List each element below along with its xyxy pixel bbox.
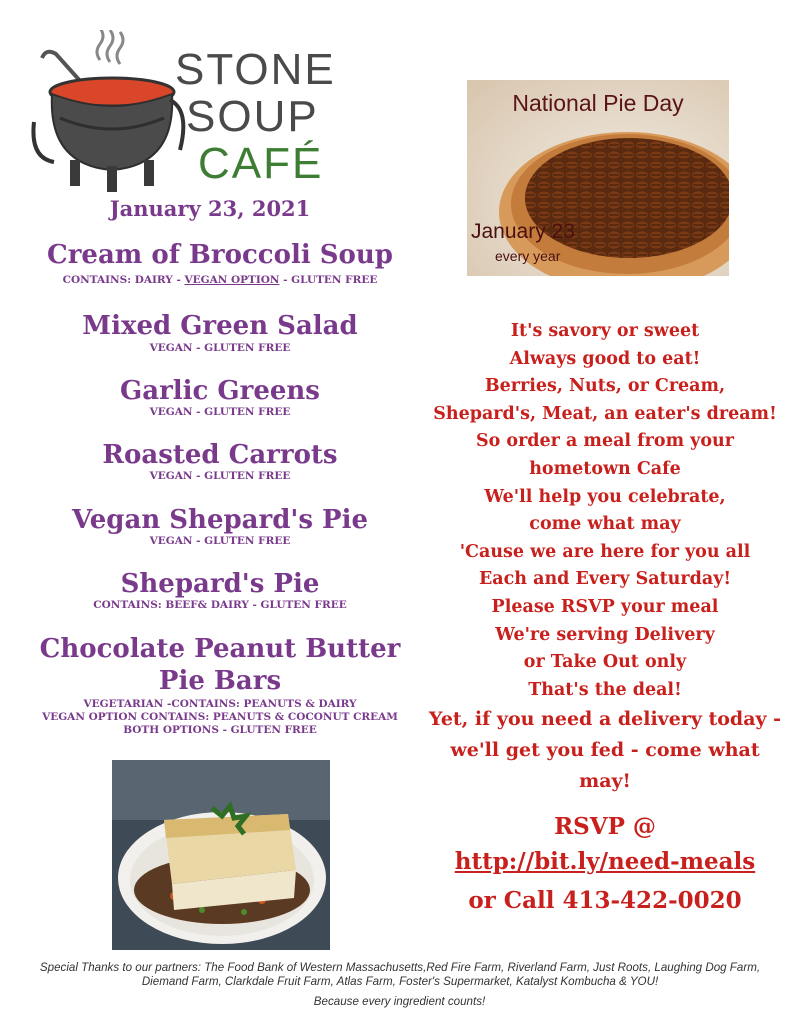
pie-day-title: National Pie Day [512, 90, 684, 116]
rsvp-phone: or Call 413-422-0020 [468, 887, 742, 914]
poem-line: 'Cause we are here for you all [459, 541, 751, 562]
shepherds-pie-photo [112, 760, 330, 950]
poem-line: hometown Cafe [529, 458, 681, 479]
poem-line: It's savory or sweet [510, 321, 700, 341]
poem-line: So order a meal from your [476, 431, 734, 452]
dish-notes: VEGETARIAN -CONTAINS: PEANUTS & DAIRY [83, 698, 357, 710]
dish-notes-part: - GLUTEN FREE [279, 274, 378, 286]
footer-tagline: Because every ingredient counts! [313, 995, 486, 1008]
dish-title: Vegan Shepard's Pie [71, 505, 369, 535]
dish-title: Chocolate Peanut Butter [39, 634, 401, 664]
dish-notes: CONTAINS: BEEF& DAIRY - GLUTEN FREE [93, 599, 347, 611]
rsvp-label: RSVP @ [554, 813, 656, 840]
vegan-option-text: VEGAN OPTION [184, 274, 280, 286]
dish-title: Garlic Greens [120, 376, 320, 406]
logo-cafe: CAFÉ [198, 139, 324, 188]
partners-thanks: Special Thanks to our partners: The Food Bank of Western Massachusetts,Red Fire Farm, Riverland Farm, Just Roots, Laughing Dog Farm, Diemand Farm, Clarkdale Fruit Farm, Atlas Farm, Foster's Supermarket, Katalyst Kombucha & YOU! [39, 961, 761, 988]
poem-line: We'll help you celebrate, [484, 486, 726, 507]
dish-notes: VEGAN OPTION CONTAINS: PEANUTS & COCONUT CREAM [42, 711, 398, 723]
pie-day-card [467, 80, 729, 276]
logo-soup: SOUP [186, 92, 319, 141]
soup-pot-icon [30, 30, 190, 195]
dish-notes-part: CONTAINS: DAIRY - [62, 274, 185, 286]
rsvp-link[interactable]: http://bit.ly/need-meals [454, 848, 756, 875]
dish-notes: VEGAN - GLUTEN FREE [149, 535, 291, 547]
dish-title: Shepard's Pie [120, 569, 320, 599]
dish-title: Pie Bars [158, 666, 282, 696]
menu-date: January 23, 2021 [109, 196, 311, 221]
poem-line: Yet, if you need a delivery today - [428, 708, 782, 731]
poem-line: We're serving Delivery [495, 624, 715, 645]
poem-line: Berries, Nuts, or Cream, [484, 376, 726, 397]
poem-line: or Take Out only [523, 652, 687, 673]
dish-title: Cream of Broccoli Soup [47, 240, 393, 270]
logo-stone: STONE [175, 45, 336, 94]
pie-day-subtitle: every year [495, 248, 561, 264]
poem-line: Please RSVP your meal [491, 596, 719, 617]
poem-line: come what may [529, 514, 681, 535]
dish-title: Roasted Carrots [102, 440, 338, 470]
poem-line: That's the deal! [528, 679, 682, 700]
dish-notes [0, 274, 440, 287]
poem-line: Always good to eat! [509, 348, 701, 369]
poem-line: we'll get you fed - come what [450, 739, 760, 762]
dish-title: Mixed Green Salad [82, 311, 358, 341]
pie-day-date: January 23 [471, 220, 575, 243]
poem-line: Shepard's, Meat, an eater's dream! [433, 403, 777, 424]
dish-notes: VEGAN - GLUTEN FREE [149, 470, 291, 482]
poem-line: may! [579, 770, 631, 793]
dish-notes: BOTH OPTIONS - GLUTEN FREE [123, 724, 317, 736]
dish-notes: VEGAN - GLUTEN FREE [149, 406, 291, 418]
dish-notes: VEGAN - GLUTEN FREE [149, 342, 291, 354]
poem [420, 318, 790, 797]
poem-line: Each and Every Saturday! [478, 569, 732, 590]
